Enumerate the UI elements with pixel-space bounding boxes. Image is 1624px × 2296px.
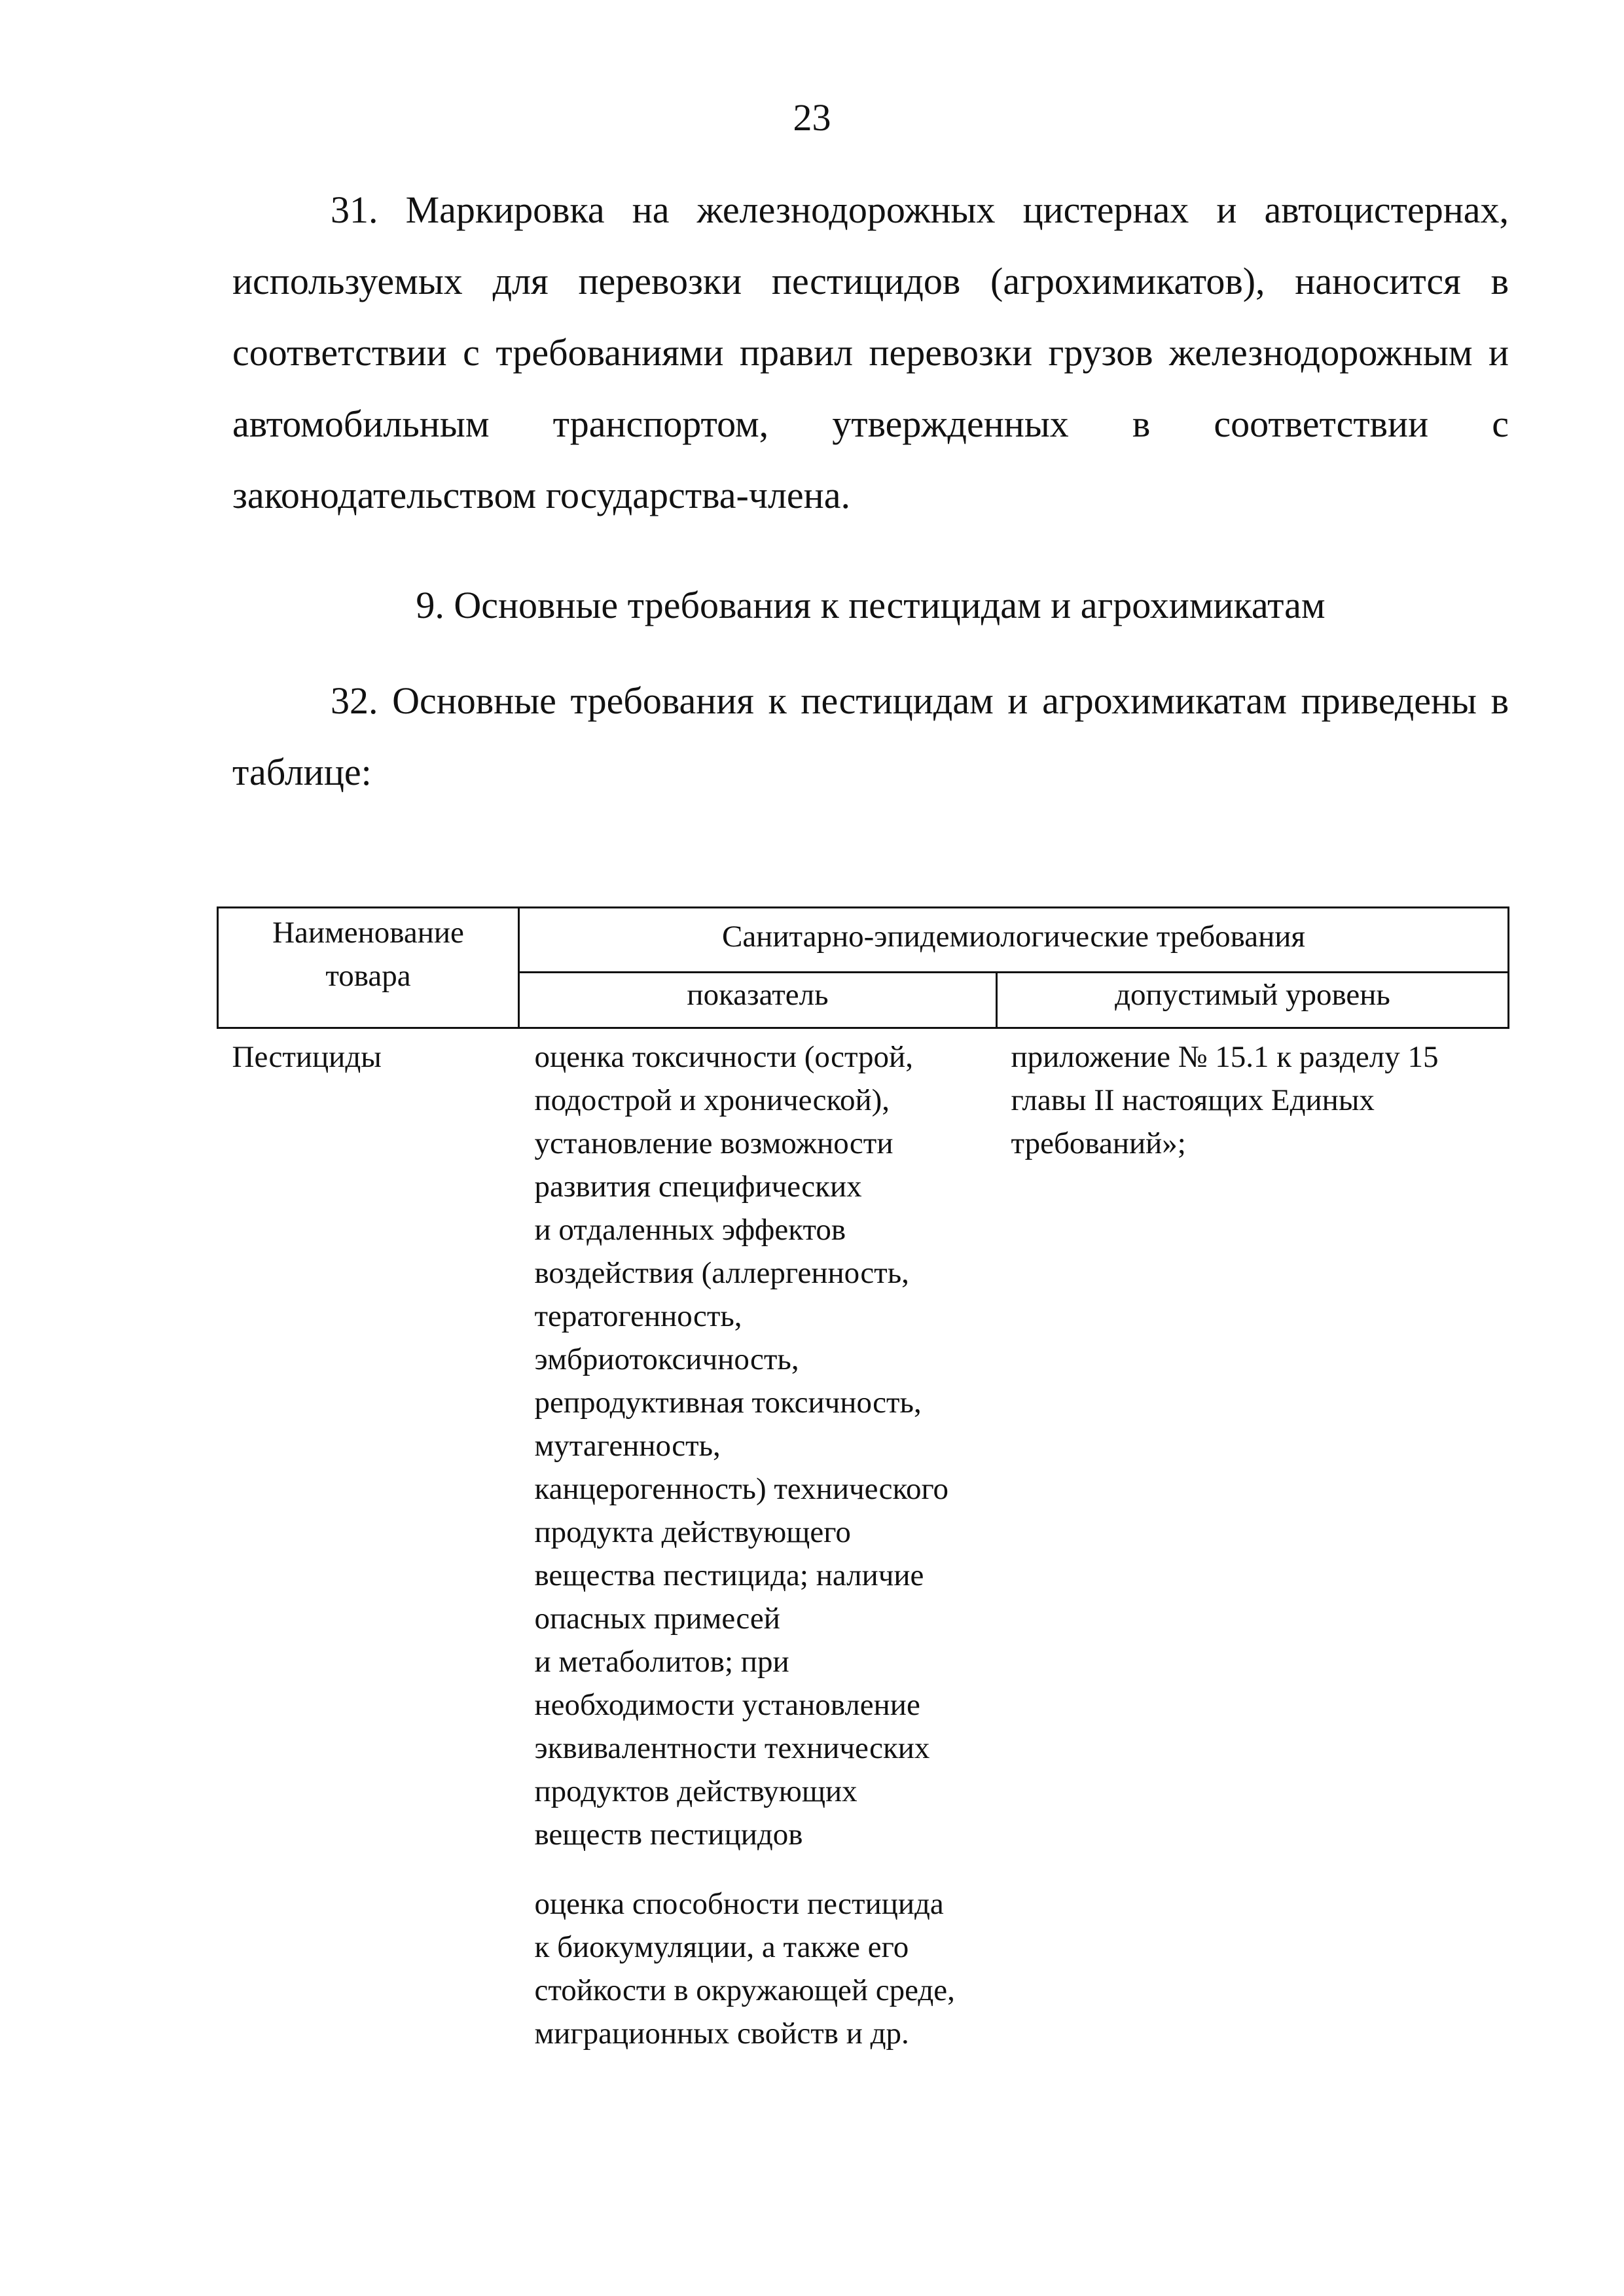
cell-indicator (519, 1028, 997, 2056)
section-heading: 9. Основные требования к пестицидам и агрохимикатам (416, 584, 1326, 626)
level-text: приложение № 15.1 к разделу 15 главы II настоящих Единых требований»; (1011, 1040, 1439, 1160)
header-requirements-group: Санитарно-эпидемиологические требования (519, 908, 1509, 973)
header-permissible-level: допустимый уровень (997, 973, 1509, 1028)
indicator-text-1: оценка токсичности (острой, подострой и хронической), установление возможности развития специфических и отдаленных эффектов воздействия (аллергенность, тератогенность, эмбриотоксичность, репродуктивная токсичность, мутагенность, канцерогенность) технического продукта действующего вещества пестицида; наличие опасных примесей и метаболитов; при необходимости установление эквивалентности технических продуктов действующих веществ пестицидов (534, 1040, 949, 1852)
table-header-row (218, 908, 1509, 973)
paragraph-32-text: 32. Основные требования к пестицидам и агрохимикатам приведены в таблице: (232, 679, 1509, 793)
indicator-text-2: оценка способности пестицида к биокумуляции, а также его стойкости в окружающей среде, миграционных свойств и др. (534, 1887, 955, 2051)
table-row (218, 1028, 1509, 2056)
header-product-name: Наименование товара (218, 908, 519, 1028)
cell-product: Пестициды (232, 1040, 382, 1074)
paragraph-32 (232, 665, 1509, 808)
header-indicator: показатель (519, 973, 997, 1028)
paragraph-31 (232, 174, 1509, 531)
requirements-table (217, 906, 1509, 2055)
requirements-table-container (217, 906, 1507, 2055)
page-number: 23 (793, 96, 831, 139)
cell-level (997, 1028, 1509, 2056)
paragraph-31-text: 31. Маркировка на железнодорожных цистернах и автоцистернах, используемых для перевозки пестицидов (агрохимикатов), наносится в соответствии с требованиями правил перевозки грузов железнодорожным и автомобильным транспортом, утвержденных в соответствии с законодательством государства-члена. (232, 188, 1509, 516)
